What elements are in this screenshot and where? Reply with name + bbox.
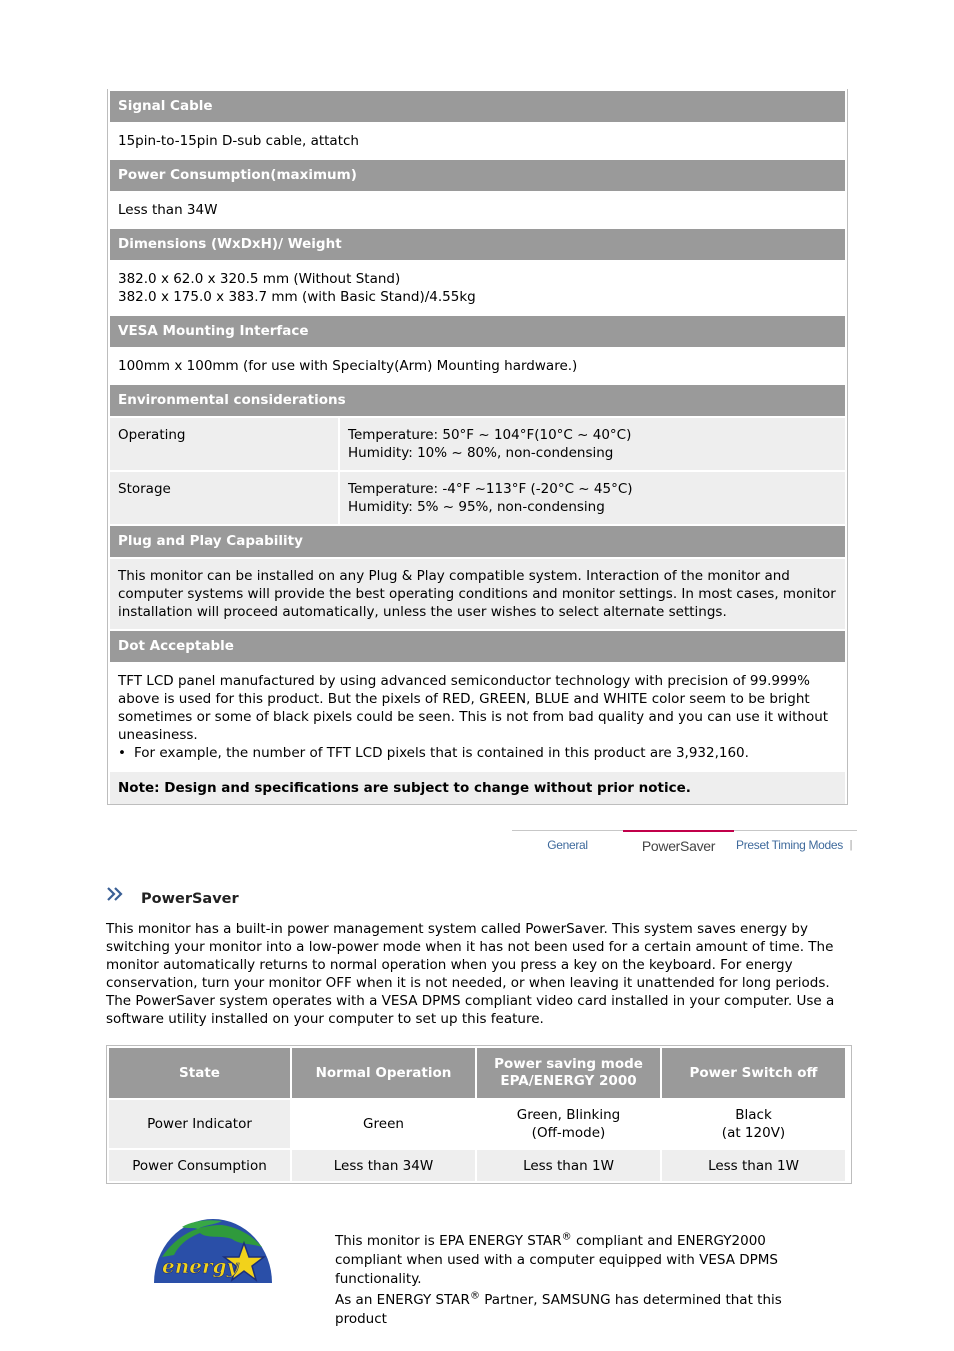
- power-consumption-value: Less than 34W: [110, 193, 845, 227]
- dot-acceptable-text: TFT LCD panel manufactured by using advanced semiconductor technology with precision of 99.999% above is used for this product. But the pixels of RED, GREEN, BLUE and WHITE color seem to be bright sometimes or some of black pixels could be seen. This is not from bad quality and you can use it without uneasiness.: [118, 673, 829, 743]
- energy-line-2b: Partner, SAMSUNG has determined that this product: [335, 1292, 782, 1327]
- energy-star-logo: [152, 1217, 274, 1285]
- bullet-icon: •: [118, 745, 126, 761]
- power-indicator-label: Power Indicator: [109, 1100, 290, 1148]
- power-consumption-header: Power Consumption(maximum): [110, 160, 845, 191]
- dot-acceptable-value: [110, 664, 845, 770]
- header-normal-operation: Normal Operation: [292, 1048, 475, 1098]
- powersaver-heading: [106, 885, 239, 907]
- operating-temp: Temperature: 50°F ~ 104°F(10°C ~ 40°C): [348, 427, 632, 443]
- plug-play-value: This monitor can be installed on any Plug & Play compatible system. Interaction of the monitor and computer systems will provide the best operating conditions and monitor settings. In most cases, monitor installation will proceed automatically, unless the user wishes to select alternate settings.: [110, 559, 845, 629]
- operating-humidity: Humidity: 10% ~ 80%, non-condensing: [348, 445, 614, 461]
- dot-acceptable-bullet: [118, 744, 837, 762]
- storage-temp: Temperature: -4°F ~113°F (-20°C ~ 45°C): [348, 481, 633, 497]
- operating-value: [340, 418, 845, 470]
- registered-mark-1: ®: [561, 1231, 572, 1243]
- dimensions-line-1: 382.0 x 62.0 x 320.5 mm (Without Stand): [118, 271, 401, 287]
- environment-storage-row: [110, 472, 845, 524]
- signal-cable-value: 15pin-to-15pin D-sub cable, attatch: [110, 124, 845, 158]
- plug-play-header: Plug and Play Capability: [110, 526, 845, 557]
- power-indicator-off: [662, 1100, 845, 1148]
- dimensions-line-2: 382.0 x 175.0 x 383.7 mm (with Basic Stand)/4.55kg: [118, 289, 476, 305]
- energy-line-2a: As an ENERGY STAR: [335, 1292, 470, 1308]
- header-power-saving-line-2: EPA/ENERGY 2000: [500, 1073, 637, 1089]
- vesa-header: VESA Mounting Interface: [110, 316, 845, 347]
- environment-header: Environmental considerations: [110, 385, 845, 416]
- dot-acceptable-bullet-text: For example, the number of TFT LCD pixels that is contained in this product are 3,932,160.: [134, 745, 749, 761]
- energy-line-1b: compliant and ENERGY2000 compliant when used with a computer equipped with VESA DPMS functionality.: [335, 1233, 779, 1287]
- energy-paragraph-2: [335, 1291, 835, 1329]
- powersaver-description: This monitor has a built-in power management system called PowerSaver. This system saves energy by switching your monitor into a low-power mode when it has not been used for a certain amount of time. The monitor automatically returns to normal operation when you press a key on the keyboard. For energy conservation, turn your monitor OFF when it is not needed, or when leaving it unattended for long periods. The PowerSaver system operates with a VESA DPMS compliant video card installed in your computer. Use a software utility installed on your computer to set up this feature.: [106, 921, 835, 1027]
- spec-note: Note: Design and specifications are subject to change without prior notice.: [110, 772, 845, 804]
- power-consumption-normal: Less than 34W: [292, 1150, 475, 1181]
- power-indicator-off-line-1: Black: [735, 1107, 772, 1123]
- storage-value: [340, 472, 845, 524]
- tab-powersaver[interactable]: PowerSaver: [623, 830, 734, 858]
- energy-line-1a: This monitor is EPA ENERGY STAR: [335, 1233, 562, 1249]
- header-power-saving: [477, 1048, 660, 1098]
- header-power-saving-line-1: Power saving mode: [494, 1056, 643, 1072]
- registered-mark-2: ®: [469, 1290, 480, 1302]
- spec-table: [107, 89, 848, 805]
- dimensions-header: Dimensions (WxDxH)/ Weight: [110, 229, 845, 260]
- power-indicator-off-line-2: (at 120V): [721, 1125, 786, 1141]
- storage-label: Storage: [110, 472, 338, 524]
- tab-separator: |: [845, 830, 857, 858]
- power-indicator-saving-line-1: Green, Blinking: [516, 1107, 621, 1123]
- power-indicator-saving: [477, 1100, 660, 1148]
- header-power-switch-off: Power Switch off: [662, 1048, 845, 1098]
- signal-cable-header: Signal Cable: [110, 91, 845, 122]
- power-indicator-saving-line-2: (Off-mode): [531, 1125, 606, 1141]
- powersaver-title: PowerSaver: [141, 891, 239, 907]
- dot-acceptable-header: Dot Acceptable: [110, 631, 845, 662]
- operating-label: Operating: [110, 418, 338, 470]
- power-consumption-saving: Less than 1W: [477, 1150, 660, 1181]
- double-chevron-right-icon: [106, 885, 128, 903]
- power-indicator-normal: Green: [292, 1100, 475, 1148]
- power-consumption-label: Power Consumption: [109, 1150, 290, 1181]
- environment-operating-row: [110, 418, 845, 470]
- storage-humidity: Humidity: 5% ~ 95%, non-condensing: [348, 499, 605, 515]
- vesa-value: 100mm x 100mm (for use with Specialty(Arm) Mounting hardware.): [110, 349, 845, 383]
- section-tabs: [512, 830, 868, 858]
- energy-paragraph-1: [335, 1232, 835, 1289]
- header-state: State: [109, 1048, 290, 1098]
- energy-star-text: [335, 1232, 835, 1329]
- power-state-table: [106, 1045, 852, 1184]
- dimensions-value: [110, 262, 845, 314]
- tab-general[interactable]: General: [512, 830, 623, 858]
- tab-preset-timing-modes[interactable]: Preset Timing Modes: [734, 830, 845, 858]
- power-consumption-off: Less than 1W: [662, 1150, 845, 1181]
- energy-logo-text: energy: [162, 1254, 239, 1278]
